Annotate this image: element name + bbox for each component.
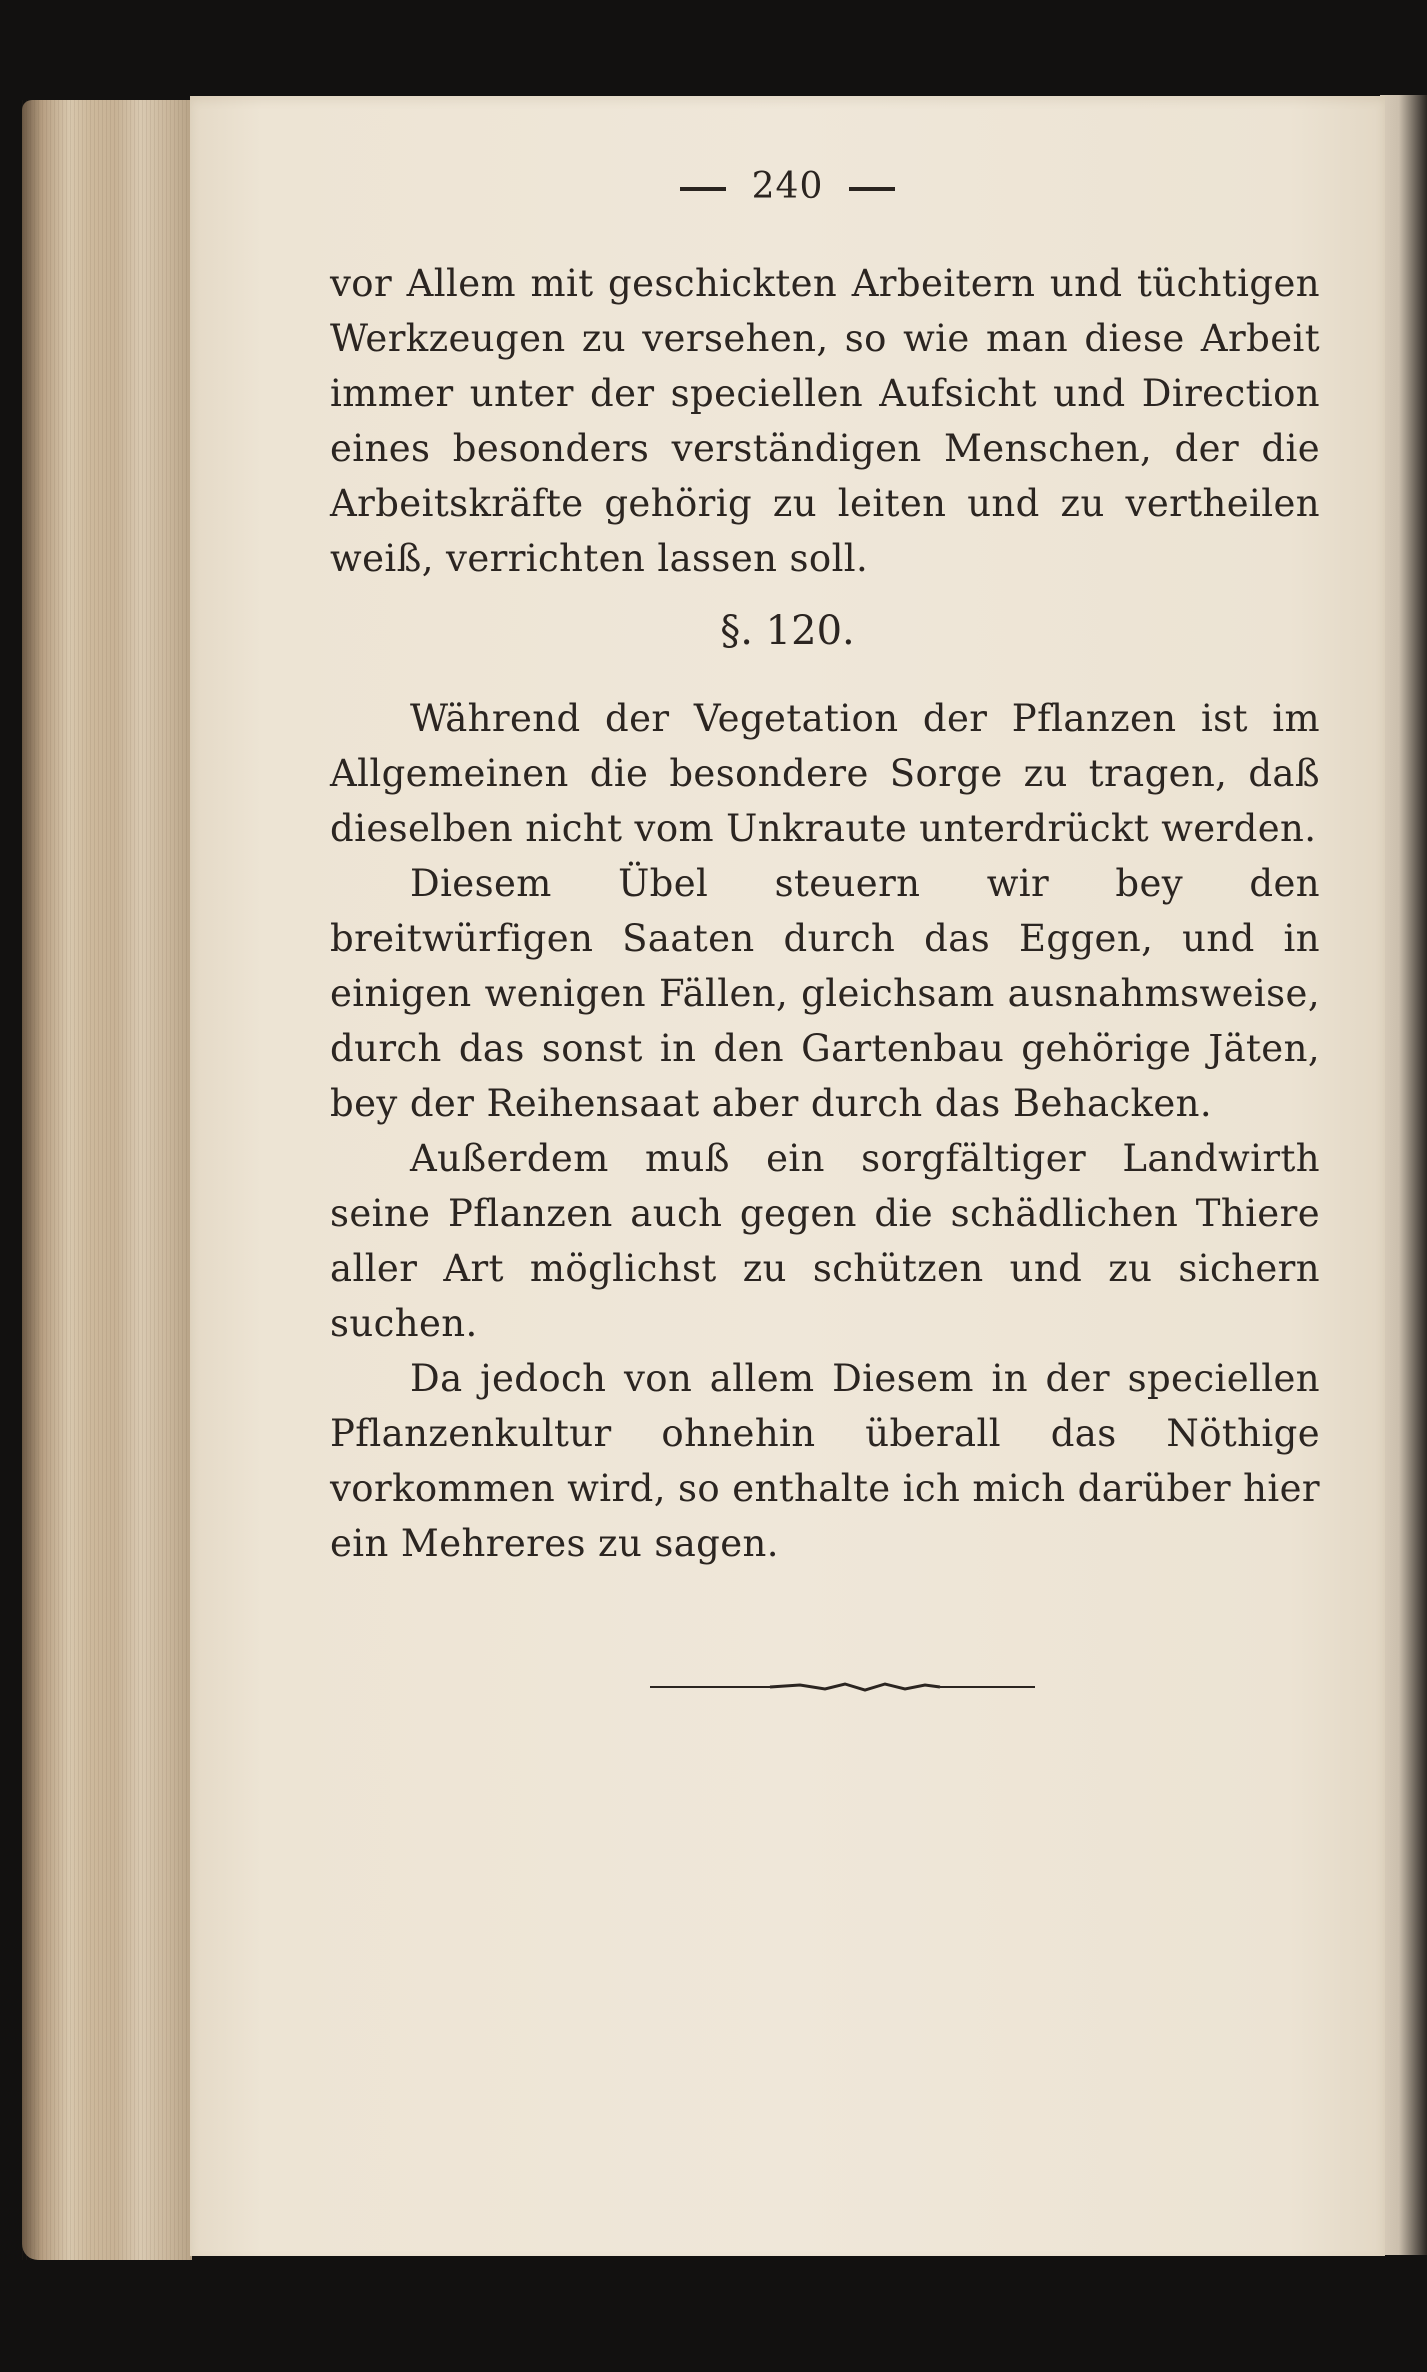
paragraph: vor Allem mit geschickten Arbeitern und tüchtigen Werkzeugen zu versehen, so wie man diese Arbeit immer unter der speciellen Aufsicht und Direction eines besonders verständigen Menschen, der die Arbeitskräfte gehörig zu leiten und zu vertheilen weiß, verrichten lassen soll. [330,262,1320,580]
paragraph: Außerdem muß ein sorgfältiger Landwirth seine Pflanzen auch gegen die schädlichen Thiere aller Art möglichst zu schützen und zu sichern suchen. [330,1137,1320,1345]
book-page [190,96,1385,2256]
right-dash [849,187,895,191]
left-dash [680,187,726,191]
paragraph: Während der Vegetation der Pflanzen ist im Allgemeinen die besondere Sorge zu tragen, daß dieselben nicht vom Unkraute unterdrückt werden. [330,697,1320,850]
text-block-1 [330,256,1320,586]
section-heading: §. 120. [720,608,855,654]
page-number: 240 [751,166,824,207]
ornamental-rule [650,1681,1035,1693]
facing-page-edge [1380,95,1427,2255]
page-number-header [190,166,1385,207]
paragraph: Da jedoch von allem Diesem in der speciellen Pflanzenkultur ohnehin überall das Nöthige vorkommen wird, so enthalte ich mich darüber hier ein Mehreres zu sagen. [330,1357,1321,1565]
paragraph: Diesem Übel steuern wir bey den breitwürfigen Saaten durch das Eggen, und in einigen wenigen Fällen, gleichsam ausnahmsweise, durch das sonst in den Gartenbau gehörige Jäten, bey der Reihensaat aber durch das Behacken. [330,862,1320,1125]
page-edges [22,100,192,2260]
text-block-2 [330,691,1320,1571]
